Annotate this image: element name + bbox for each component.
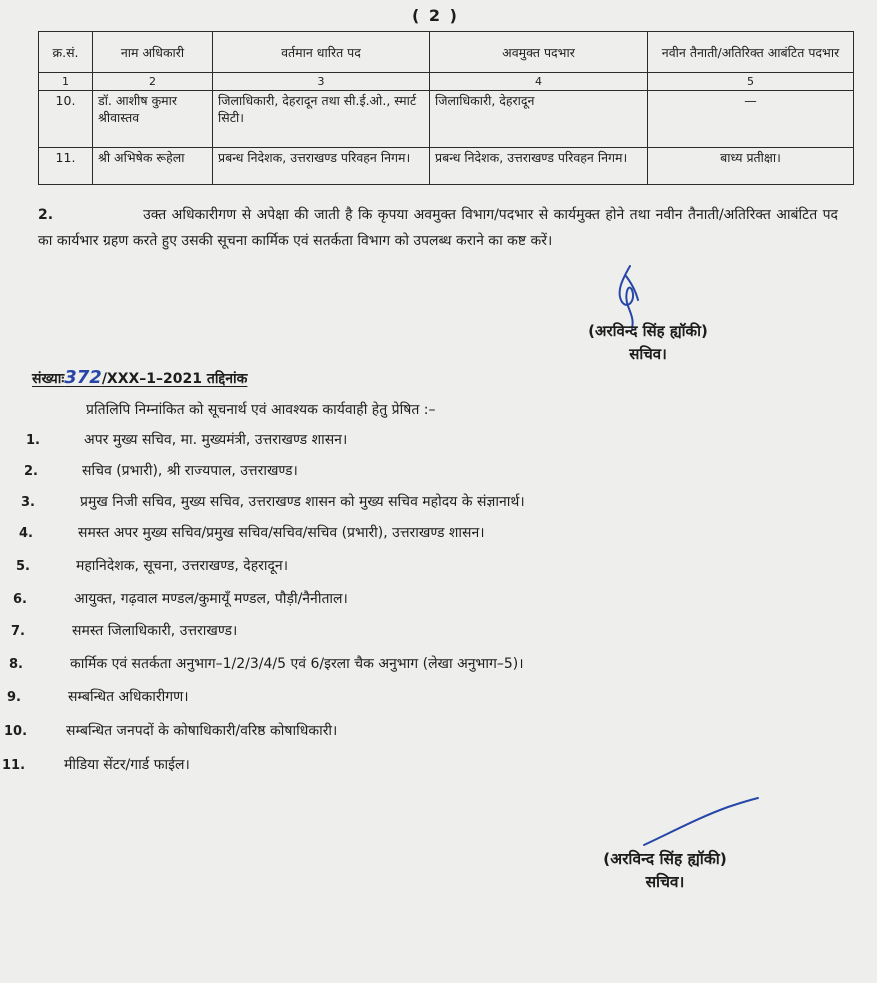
list-item-number: 9. (7, 690, 21, 705)
copy-intro: प्रतिलिपि निम्नांकित को सूचनार्थ एवं आवश्यक कार्यवाही हेतु प्रेषित :– (86, 402, 436, 418)
list-item (0, 461, 870, 491)
row-officer-name: डॉ. आशीष कुमार श्रीवास्तव (93, 91, 213, 148)
table-header-row (39, 32, 854, 73)
list-item-number: 7. (11, 624, 25, 639)
list-item-number: 8. (9, 657, 23, 672)
row-new-posting: — (648, 91, 854, 148)
handwritten-signature-2 (640, 795, 765, 850)
column-number: 5 (648, 73, 854, 91)
row-serial: 10. (39, 91, 93, 148)
reference-handwritten-number: 372 (64, 367, 102, 388)
row-relieved-charge: प्रबन्ध निदेशक, उत्तराखण्ड परिवहन निगम। (430, 148, 648, 185)
list-item-number: 6. (13, 592, 27, 607)
page-number: ( 2 ) (412, 6, 459, 25)
signatory-designation: सचिव। (645, 873, 685, 891)
signature-block-2 (575, 848, 755, 894)
list-item-text: महानिदेशक, सूचना, उत्तराखण्ड, देहरादून। (76, 558, 289, 574)
list-item (0, 492, 870, 522)
table-row (39, 91, 854, 148)
header-serial: क्र.सं. (39, 32, 93, 73)
list-item (0, 523, 870, 553)
reference-prefix: संख्याः (32, 371, 65, 387)
reference-number (32, 367, 247, 388)
list-item (0, 430, 870, 460)
list-item-number: 10. (4, 724, 28, 739)
list-item (0, 721, 870, 751)
header-current-post: वर्तमान धारित पद (213, 32, 430, 73)
list-item (0, 755, 870, 785)
reference-suffix: /XXX–1–2021 तद्दिनांक (101, 371, 248, 387)
row-serial: 11. (39, 148, 93, 185)
list-item-text: आयुक्त, गढ़वाल मण्डल/कुमायूँ मण्डल, पौड़ी/नैनीताल। (74, 591, 348, 607)
list-item (0, 589, 870, 619)
list-item-number: 2. (24, 464, 38, 479)
column-number: 1 (39, 73, 93, 91)
list-item-text: मीडिया सेंटर/गार्ड फाईल। (64, 757, 190, 773)
row-current-post: जिलाधिकारी, देहरादून तथा सी.ई.ओ., स्मार्ट सिटी। (213, 91, 430, 148)
paragraph-text: उक्त अधिकारीगण से अपेक्षा की जाती है कि कृपया अवमुक्त विभाग/पदभार से कार्यमुक्त होने तथा नवीन तैनाती/अतिरिक्त आबंटित पद का कार्यभार ग्रहण करते हुए उसकी सूचना कार्मिक एवं सतर्कता विभाग को उपलब्ध कराने का कष्ट करें। (38, 207, 838, 249)
list-item-text: समस्त अपर मुख्य सचिव/प्रमुख सचिव/सचिव/सचिव (प्रभारी), उत्तराखण्ड शासन। (78, 525, 485, 541)
column-number: 3 (213, 73, 430, 91)
list-item-number: 4. (19, 526, 33, 541)
list-item-text: सचिव (प्रभारी), श्री राज्यपाल, उत्तराखण्ड। (82, 463, 298, 479)
column-number: 2 (93, 73, 213, 91)
instruction-paragraph (38, 202, 838, 254)
table-row (39, 148, 854, 185)
list-item-text: समस्त जिलाधिकारी, उत्तराखण्ड। (72, 623, 238, 639)
list-item-text: प्रमुख निजी सचिव, मुख्य सचिव, उत्तराखण्ड शासन को मुख्य सचिव महोदय के संज्ञानार्थ। (80, 494, 525, 510)
posting-table (38, 31, 854, 185)
list-item (0, 556, 870, 586)
list-item-text: कार्मिक एवं सतर्कता अनुभाग–1/2/3/4/5 एवं 6/इरला चैक अनुभाग (लेखा अनुभाग–5)। (70, 656, 524, 672)
signatory-designation: सचिव। (629, 345, 667, 363)
signature-block-1 (558, 320, 738, 366)
list-item-number: 11. (2, 758, 26, 773)
column-number-row (39, 73, 854, 91)
list-item-text: सम्बन्धित अधिकारीगण। (68, 689, 189, 705)
list-item-text: सम्बन्धित जनपदों के कोषाधिकारी/वरिष्ठ कोषाधिकारी। (66, 723, 338, 739)
row-current-post: प्रबन्ध निदेशक, उत्तराखण्ड परिवहन निगम। (213, 148, 430, 185)
signatory-name: (अरविन्द सिंह ह्यॉकी) (588, 322, 708, 340)
signatory-name: (अरविन्द सिंह ह्यॉकी) (603, 850, 727, 868)
list-item-text: अपर मुख्य सचिव, मा. मुख्यमंत्री, उत्तराखण्ड शासन। (84, 432, 348, 448)
list-item-number: 1. (26, 433, 40, 448)
column-number: 4 (430, 73, 648, 91)
list-item (0, 687, 870, 717)
row-officer-name: श्री अभिषेक रूहेला (93, 148, 213, 185)
list-item-number: 5. (16, 559, 30, 574)
header-officer-name: नाम अधिकारी (93, 32, 213, 73)
row-new-posting: बाध्य प्रतीक्षा। (648, 148, 854, 185)
header-relieved-charge: अवमुक्त पदभार (430, 32, 648, 73)
header-new-posting: नवीन तैनाती/अतिरिक्त आबंटित पदभार (648, 32, 854, 73)
list-item (0, 654, 870, 684)
row-relieved-charge: जिलाधिकारी, देहरादून (430, 91, 648, 148)
paragraph-number: 2. (38, 207, 54, 223)
list-item (0, 621, 870, 651)
list-item-number: 3. (21, 495, 35, 510)
